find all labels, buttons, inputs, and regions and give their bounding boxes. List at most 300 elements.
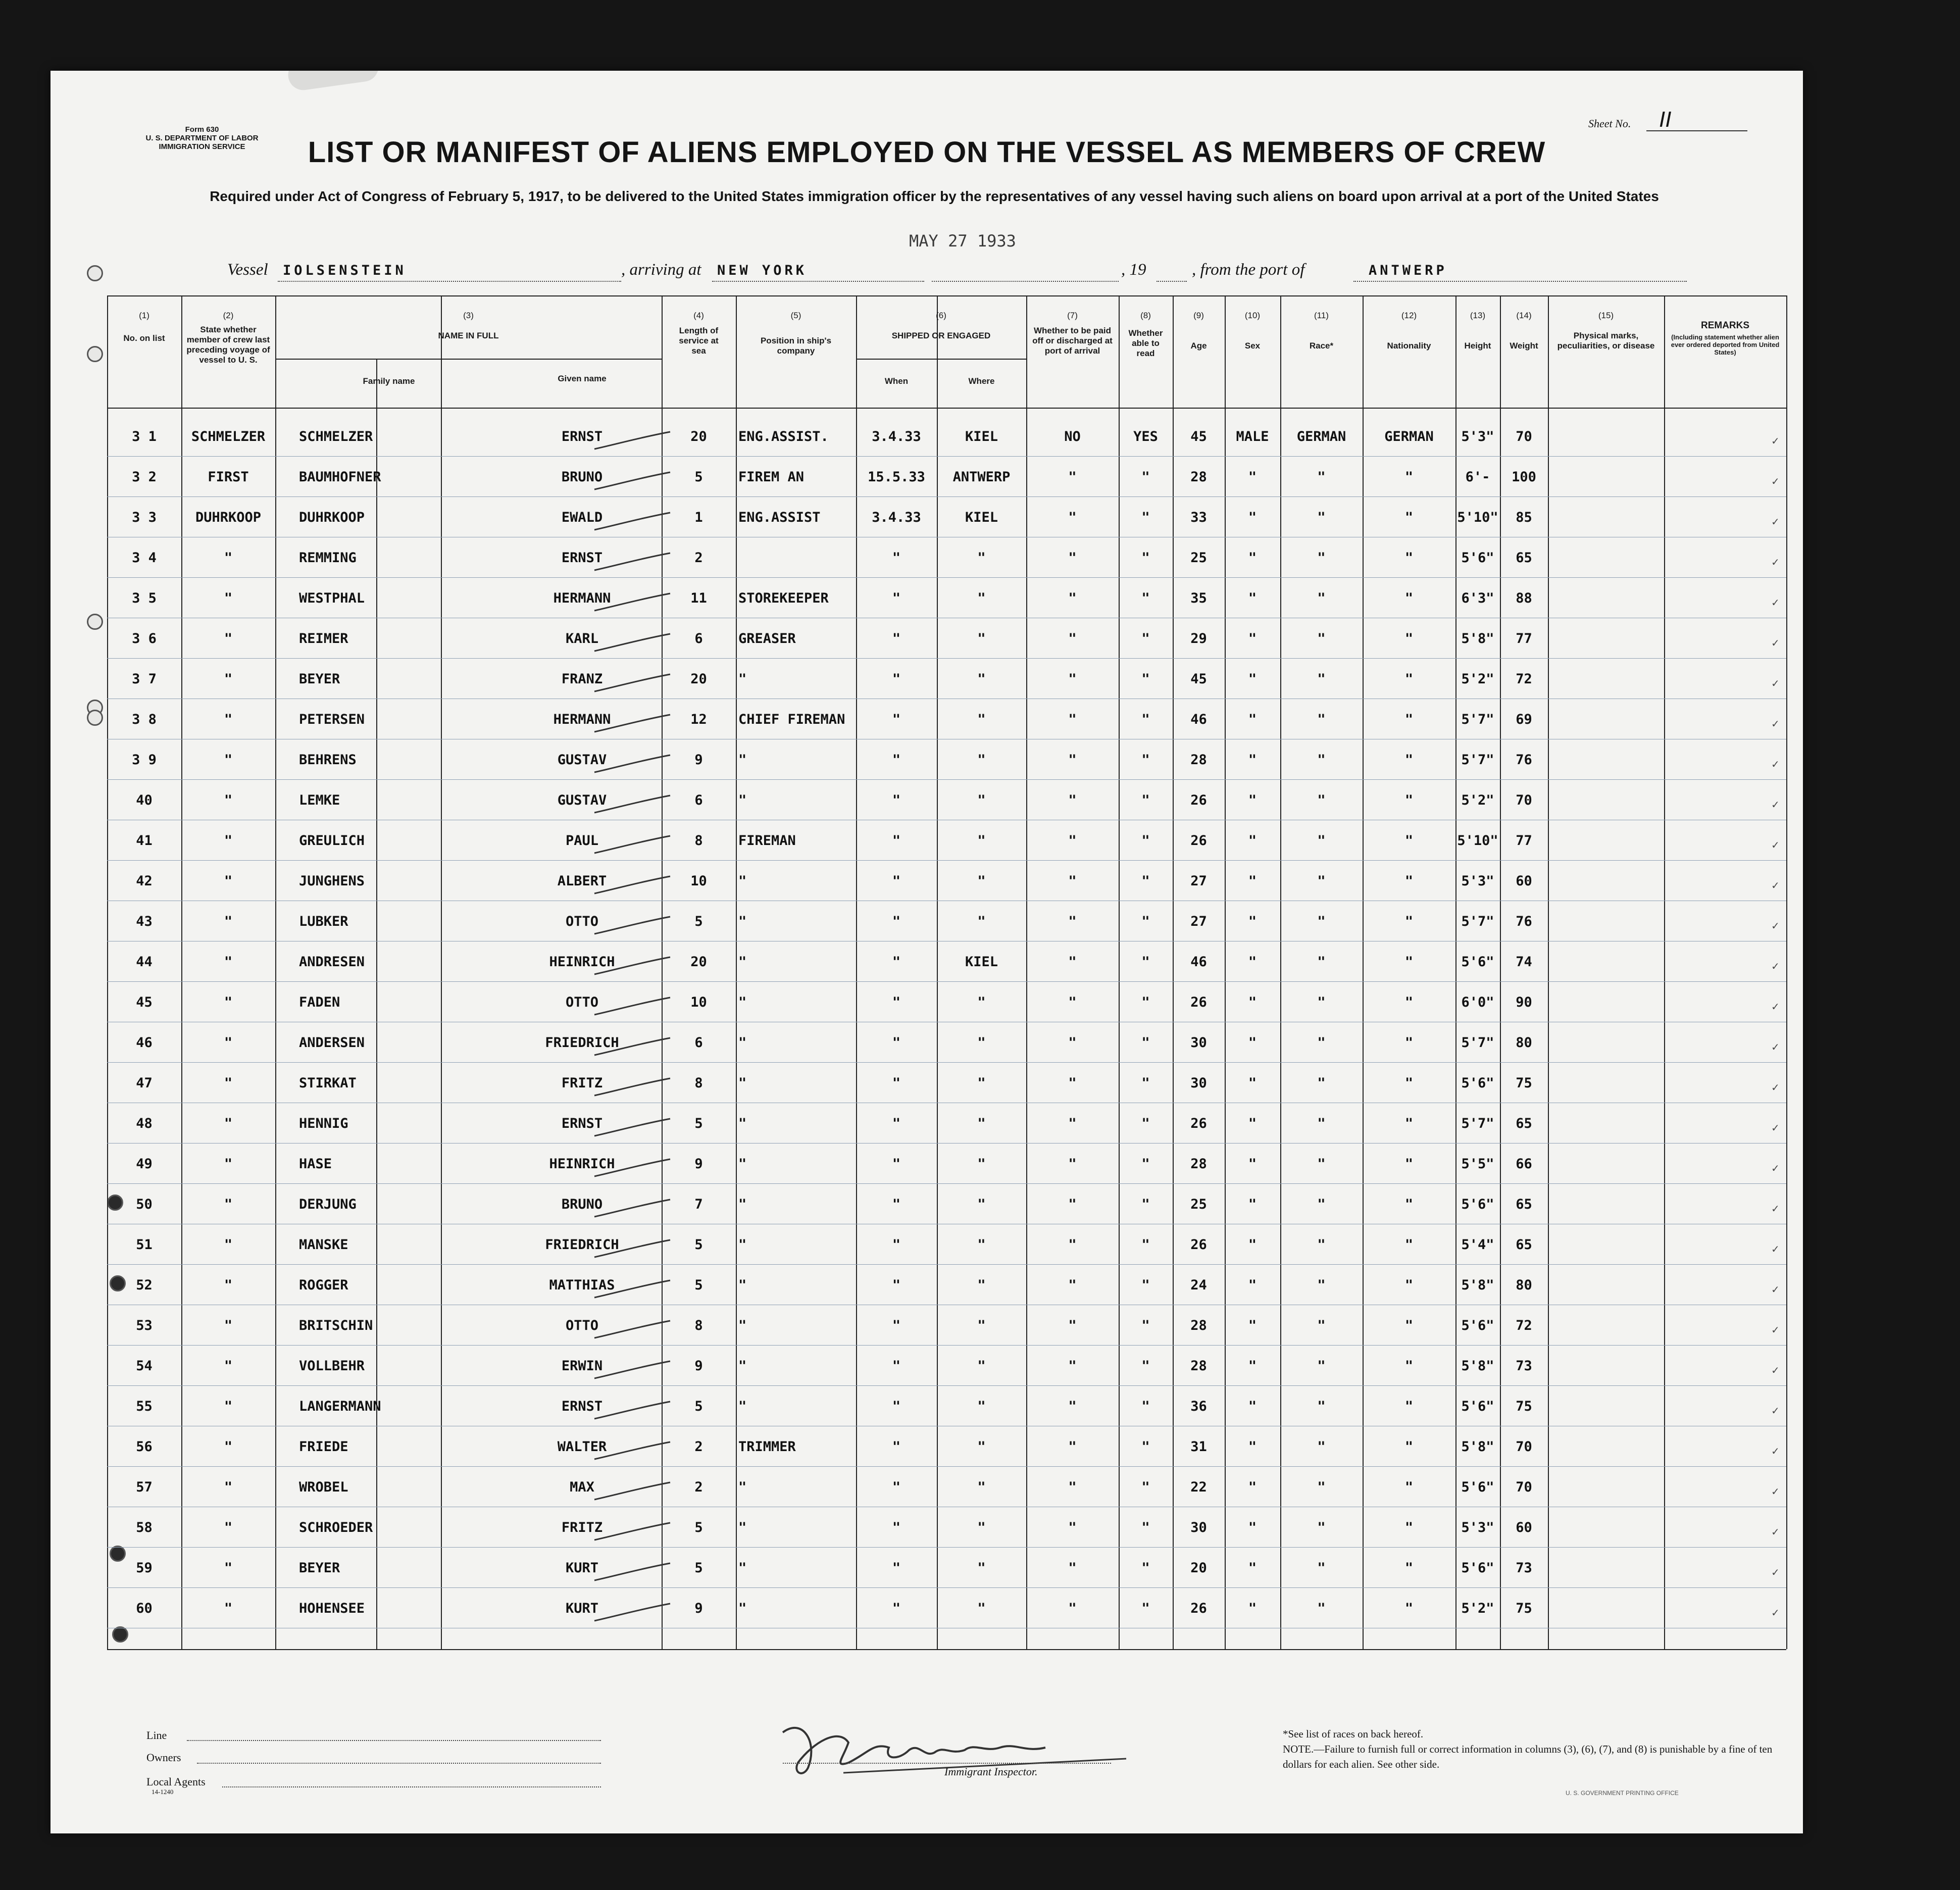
shipped-where-cell: " [977,994,986,1010]
able-to-read-cell: " [1141,954,1150,970]
service-length-cell: 6 [694,1035,703,1051]
sex-cell: " [1248,469,1257,485]
shipped-where-cell: " [977,873,986,889]
pen-check-mark [592,1319,673,1339]
sex-cell: " [1248,671,1257,687]
pen-check-mark [592,1076,673,1097]
race-cell: " [1317,1479,1326,1495]
given-name-cell: MATTHIAS [549,1277,615,1293]
pen-check-mark [592,1278,673,1299]
row-rule [107,1385,1786,1386]
paid-off-cell: " [1068,1479,1077,1495]
family-name-cell: SCHMELZER [299,429,373,444]
family-name-cell: PETERSEN [299,712,365,727]
race-cell: " [1317,1197,1326,1212]
table-top-rule [107,295,1786,296]
page-subtitle: Required under Act of Congress of February 5, 1917, to be delivered to the United States immigration officer by the representatives of any vessel having such aliens on board upon arrival at a port of the United States [210,188,1659,204]
row-rule [107,577,1786,578]
paid-off-cell: " [1068,914,1077,929]
given-name-cell: PAUL [565,833,599,849]
col-7-number: (7) [1067,311,1078,320]
weight-cell: 73 [1516,1560,1532,1576]
able-to-read-cell: " [1141,510,1150,525]
remarks-check-icon: ✓ [1771,1445,1780,1457]
weight-cell: 65 [1516,1116,1532,1131]
family-name-cell: BAUMHOFNER [299,469,381,485]
age-cell: 29 [1190,631,1207,646]
nationality-cell: " [1404,1237,1414,1253]
height-cell: 5'10" [1457,833,1498,849]
given-name-header: Given name [558,374,607,383]
family-name-cell: HASE [299,1156,332,1172]
row-number-cell: 51 [136,1237,153,1253]
paid-off-cell: " [1068,1035,1077,1051]
nationality-cell: " [1404,590,1414,606]
race-cell: " [1317,1399,1326,1414]
age-cell: 28 [1190,1156,1207,1172]
row-number-cell: 58 [136,1520,153,1535]
previous-voyage-cell: " [224,792,233,808]
nationality-cell: " [1404,914,1414,929]
given-name-cell: FRITZ [561,1520,603,1535]
shipped-where-cell: KIEL [965,510,998,525]
service-length-cell: 5 [694,914,703,929]
row-rule [107,1466,1786,1467]
height-cell: 5'6" [1461,1075,1494,1091]
service-length-cell: 2 [694,550,703,566]
previous-voyage-cell: " [224,1156,233,1172]
remarks-check-icon: ✓ [1771,1364,1780,1376]
weight-cell: 76 [1516,914,1532,929]
position-cell: " [738,1358,747,1374]
row-number-cell: 43 [136,914,153,929]
family-name-cell: DUHRKOOP [299,510,365,525]
service-length-cell: 5 [694,1399,703,1414]
height-cell: 5'8" [1461,631,1494,646]
family-name-cell: LUBKER [299,914,348,929]
pen-check-mark [592,1359,673,1379]
position-cell: " [738,1560,747,1576]
col-14-number: (14) [1516,311,1532,320]
nationality-cell: " [1404,1601,1414,1616]
table-row [107,1467,1786,1508]
col-2-header: State whether member of crew last preceding voyage of vessel to U. S. [186,325,270,365]
given-name-cell: FRIEDRICH [545,1035,619,1051]
shipped-where-cell: " [977,1318,986,1333]
sex-cell: " [1248,1439,1257,1455]
family-name-cell: WESTPHAL [299,590,365,606]
pen-check-mark [592,1602,673,1622]
weight-cell: 100 [1512,469,1536,485]
race-cell: " [1317,1277,1326,1293]
pen-check-mark [592,793,673,814]
from-underline [1353,281,1687,282]
pen-check-mark [592,672,673,692]
able-to-read-cell: " [1141,1358,1150,1374]
col-4-number: (4) [693,311,704,320]
remarks-check-icon: ✓ [1771,879,1780,891]
shipped-where-cell: " [977,712,986,727]
race-cell: " [1317,792,1326,808]
height-cell: 5'3" [1461,1520,1494,1535]
sex-cell: " [1248,1318,1257,1333]
col-7-header: Whether to be paid off or discharged at port of arrival [1032,326,1113,356]
position-cell: FIREM AN [738,469,805,485]
remarks-check-icon: ✓ [1771,1041,1780,1053]
previous-voyage-cell: " [224,914,233,929]
race-cell: " [1317,1318,1326,1333]
weight-cell: 80 [1516,1035,1532,1051]
shipped-when-cell: " [892,1479,901,1495]
sex-cell: " [1248,1277,1257,1293]
date-stamp: MAY 27 1933 [909,231,1016,251]
vessel-label: Vessel [227,261,268,279]
service-name: IMMIGRATION SERVICE [159,142,245,151]
row-number-cell: 59 [136,1560,153,1576]
shipped-when-cell: " [892,1237,901,1253]
shipped-subheader-rule [856,359,1026,360]
row-rule [107,1345,1786,1346]
weight-cell: 80 [1516,1277,1532,1293]
col-10-header: Sex [1244,341,1261,351]
service-length-cell: 20 [690,429,707,444]
table-bottom-rule [107,1649,1786,1650]
race-cell: " [1317,954,1326,970]
shipped-where-cell: KIEL [965,429,998,444]
sex-cell: " [1248,1601,1257,1616]
pen-check-mark [592,713,673,733]
table-row [107,1346,1786,1386]
sex-cell: " [1248,550,1257,566]
shipped-when-cell: 15.5.33 [868,469,925,485]
paid-off-cell: " [1068,1601,1077,1616]
paid-off-cell: " [1068,1156,1077,1172]
table-row [107,740,1786,780]
given-name-cell: EWALD [561,510,603,525]
col-9-number: (9) [1193,311,1204,320]
position-cell: FIREMAN [738,833,796,849]
sex-cell: " [1248,1399,1257,1414]
paid-off-cell: NO [1064,429,1081,444]
signature-underline [783,1763,1111,1764]
pen-check-mark [592,1238,673,1258]
col-11-number: (11) [1314,311,1329,320]
pen-check-mark [592,1440,673,1460]
row-number-cell: 3 1 [132,429,157,444]
age-cell: 33 [1190,510,1207,525]
service-length-cell: 5 [694,1560,703,1576]
race-cell: " [1317,1237,1326,1253]
table-row [107,700,1786,740]
shipped-where-cell: " [977,1358,986,1374]
row-rule [107,496,1786,497]
able-to-read-cell: " [1141,469,1150,485]
table-row [107,821,1786,861]
service-length-cell: 8 [694,1075,703,1091]
table-row [107,659,1786,700]
age-cell: 26 [1190,1116,1207,1131]
col-6-number: (6) [936,311,946,320]
shipped-when-cell: " [892,550,901,566]
family-name-cell: BEHRENS [299,752,357,768]
position-cell: STOREKEEPER [738,590,829,606]
service-length-cell: 1 [694,510,703,525]
family-name-cell: REMMING [299,550,357,566]
weight-cell: 73 [1516,1358,1532,1374]
shipped-when-cell: " [892,1318,901,1333]
row-number-cell: 44 [136,954,153,970]
height-cell: 5'10" [1457,510,1498,525]
weight-cell: 75 [1516,1399,1532,1414]
service-length-cell: 20 [690,954,707,970]
shipped-when-cell: " [892,1035,901,1051]
weight-cell: 65 [1516,550,1532,566]
remarks-check-icon: ✓ [1771,1081,1780,1093]
row-rule [107,779,1786,780]
previous-voyage-cell: " [224,1358,233,1374]
pen-check-mark [592,915,673,935]
nationality-cell: " [1404,671,1414,687]
weight-cell: 72 [1516,1318,1532,1333]
sex-cell: " [1248,792,1257,808]
pen-check-mark [592,591,673,612]
service-length-cell: 8 [694,833,703,849]
pen-check-mark [592,632,673,652]
weight-cell: 65 [1516,1237,1532,1253]
remarks-check-icon: ✓ [1771,1243,1780,1255]
service-length-cell: 2 [694,1439,703,1455]
given-name-cell: BRUNO [561,469,603,485]
row-rule [107,658,1786,659]
service-length-cell: 11 [690,590,707,606]
weight-cell: 69 [1516,712,1532,727]
previous-voyage-cell: " [224,631,233,646]
paid-off-cell: " [1068,994,1077,1010]
nationality-cell: " [1404,954,1414,970]
paid-off-cell: " [1068,873,1077,889]
pen-check-mark [592,511,673,531]
row-number-cell: 54 [136,1358,153,1374]
paid-off-cell: " [1068,1075,1077,1091]
race-cell: " [1317,833,1326,849]
paid-off-cell: " [1068,1520,1077,1535]
service-length-cell: 5 [694,1116,703,1131]
position-cell: " [738,1237,747,1253]
nationality-cell: " [1404,469,1414,485]
arriving-underline [712,281,924,282]
family-name-cell: WROBEL [299,1479,348,1495]
row-number-cell: 3 7 [132,671,157,687]
remarks-subheader: (Including statement whether alien ever ordered deported from United States) [1671,333,1780,356]
sex-cell: " [1248,873,1257,889]
shipped-where-cell: " [977,1197,986,1212]
shipped-when-cell: " [892,873,901,889]
height-cell: 5'8" [1461,1277,1494,1293]
department-name: U. S. DEPARTMENT OF LABOR [145,134,259,142]
row-number-cell: 41 [136,833,153,849]
age-cell: 30 [1190,1075,1207,1091]
previous-voyage-cell: " [224,1277,233,1293]
shipped-where-cell: " [977,1277,986,1293]
previous-voyage-cell: " [224,1237,233,1253]
given-name-cell: FRANZ [561,671,603,687]
shipped-when-cell: " [892,792,901,808]
row-number-cell: 52 [136,1277,153,1293]
family-name-cell: ANDERSEN [299,1035,365,1051]
race-cell: " [1317,873,1326,889]
sex-cell: " [1248,1156,1257,1172]
given-name-cell: ERWIN [561,1358,603,1374]
race-cell: " [1317,510,1326,525]
service-length-cell: 8 [694,1318,703,1333]
position-cell: " [738,1318,747,1333]
given-name-cell: ERNST [561,429,603,444]
remarks-check-icon: ✓ [1771,758,1780,770]
race-cell: " [1317,1156,1326,1172]
race-cell: " [1317,914,1326,929]
previous-voyage-cell: " [224,994,233,1010]
age-cell: 28 [1190,1358,1207,1374]
given-name-cell: KURT [565,1601,599,1616]
nationality-cell: " [1404,510,1414,525]
col-2-number: (2) [223,311,234,320]
weight-cell: 76 [1516,752,1532,768]
previous-voyage-cell: FIRST [208,469,249,485]
table-row [107,619,1786,659]
service-length-cell: 9 [694,752,703,768]
race-cell: " [1317,550,1326,566]
sex-cell: " [1248,752,1257,768]
shipped-when-cell: " [892,631,901,646]
nationality-cell: " [1404,631,1414,646]
able-to-read-cell: " [1141,1399,1150,1414]
height-cell: 5'2" [1461,1601,1494,1616]
service-length-cell: 10 [690,873,707,889]
nationality-cell: " [1404,1277,1414,1293]
age-cell: 46 [1190,954,1207,970]
agents-underline [222,1786,601,1787]
sex-cell: " [1248,1075,1257,1091]
binder-hole [87,710,103,726]
given-name-cell: WALTER [557,1439,607,1455]
weight-cell: 70 [1516,1479,1532,1495]
nationality-cell: " [1404,1520,1414,1535]
given-name-cell: FRIEDRICH [545,1237,619,1253]
race-cell: " [1317,1601,1326,1616]
paid-off-cell: " [1068,1439,1077,1455]
table-row [107,861,1786,902]
age-cell: 36 [1190,1399,1207,1414]
family-name-cell: GREULICH [299,833,365,849]
shipped-where-cell: " [977,1237,986,1253]
row-number-cell: 45 [136,994,153,1010]
able-to-read-cell: " [1141,550,1150,566]
col-9-header: Age [1190,341,1207,351]
shipped-where-cell: " [977,1399,986,1414]
row-number-cell: 47 [136,1075,153,1091]
row-number-cell: 3 3 [132,510,157,525]
service-length-cell: 20 [690,671,707,687]
nationality-cell: " [1404,1116,1414,1131]
pen-check-mark [592,955,673,975]
table-row [107,1588,1786,1629]
owners-label: Owners [146,1751,181,1764]
age-cell: 26 [1190,1237,1207,1253]
pen-check-mark [592,874,673,894]
height-cell: 6'- [1465,469,1490,485]
nationality-cell: " [1404,1399,1414,1414]
height-cell: 5'7" [1461,1116,1494,1131]
agents-label: Local Agents [146,1775,206,1788]
nationality-cell: " [1404,1197,1414,1212]
remarks-check-icon: ✓ [1771,799,1780,811]
able-to-read-cell: " [1141,631,1150,646]
family-name-cell: VOLLBEHR [299,1358,365,1374]
table-row [107,417,1786,457]
paid-off-cell: " [1068,1277,1077,1293]
table-row [107,902,1786,942]
col-1-number: (1) [139,311,149,320]
col-5-header: Position in ship's company [760,336,832,356]
position-cell: " [738,671,747,687]
table-row [107,1104,1786,1144]
race-cell: " [1317,1075,1326,1091]
remarks-check-icon: ✓ [1771,960,1780,972]
able-to-read-cell: " [1141,712,1150,727]
family-name-cell: FRIEDE [299,1439,348,1455]
row-number-cell: 3 2 [132,469,157,485]
height-cell: 6'0" [1461,994,1494,1010]
position-cell: " [738,1116,747,1131]
row-rule [107,860,1786,861]
position-cell: " [738,1520,747,1535]
shipped-where-cell: " [977,752,986,768]
given-name-cell: KARL [565,631,599,646]
shipped-when-cell: " [892,1156,901,1172]
weight-cell: 74 [1516,954,1532,970]
arriving-port: NEW YORK [717,263,808,278]
given-name-cell: HEINRICH [549,954,615,970]
able-to-read-cell: " [1141,1035,1150,1051]
remarks-check-icon: ✓ [1771,1122,1780,1134]
table-row [107,942,1786,982]
able-to-read-cell: " [1141,1075,1150,1091]
shipped-where-cell: " [977,1601,986,1616]
sex-cell: " [1248,914,1257,929]
family-name-cell: STIRKAT [299,1075,357,1091]
sex-cell: MALE [1236,429,1269,444]
family-name-cell: FADEN [299,994,340,1010]
row-rule [107,1183,1786,1184]
able-to-read-cell: " [1141,792,1150,808]
able-to-read-cell: " [1141,1318,1150,1333]
row-number-cell: 60 [136,1601,153,1616]
family-name-cell: LANGERMANN [299,1399,381,1414]
row-number-cell: 49 [136,1156,153,1172]
row-rule [107,1547,1786,1548]
sex-cell: " [1248,712,1257,727]
family-name-cell: HENNIG [299,1116,348,1131]
family-name-cell: SCHROEDER [299,1520,373,1535]
able-to-read-cell: " [1141,914,1150,929]
table-row [107,780,1786,821]
height-cell: 5'6" [1461,1318,1494,1333]
page-title: LIST OR MANIFEST OF ALIENS EMPLOYED ON THE VESSEL AS MEMBERS OF CREW [308,136,1546,169]
position-cell: " [738,752,747,768]
age-cell: 26 [1190,1601,1207,1616]
year-label: , 19 [1121,261,1146,279]
paid-off-cell: " [1068,752,1077,768]
